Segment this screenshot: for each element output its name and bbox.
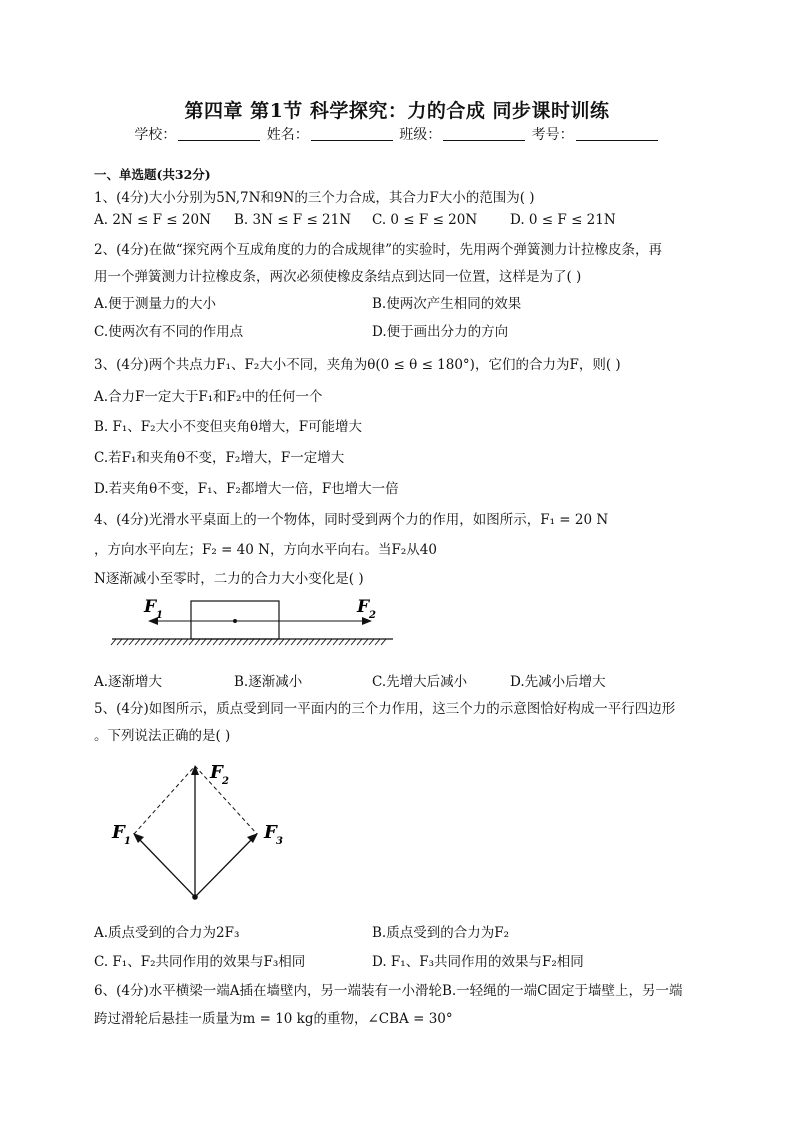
q4-figure: [108, 592, 398, 652]
hatch-mark: [375, 639, 380, 645]
q3-stem: 3、(4分)两个共点力F₁、F₂大小不同，夹角为θ(0 ≤ θ ≤ 180°)，它们的合力为F，则( ): [94, 357, 621, 373]
q5-label-f3: F: [264, 822, 277, 843]
name-label: 姓名：: [266, 127, 309, 143]
hatch-mark: [147, 639, 152, 645]
q1-option-a[interactable]: A. 2N ≤ F ≤ 20N: [94, 212, 211, 228]
hatch-mark: [159, 639, 164, 645]
hatch-mark: [267, 639, 272, 645]
q4-option-b[interactable]: B.逐渐减小: [234, 674, 303, 690]
hatch-mark: [363, 639, 368, 645]
hatch-mark: [321, 639, 326, 645]
hatch-mark: [291, 639, 296, 645]
q2-stem-line2: 用一个弹簧测力计拉橡皮条，两次必须使橡皮条结点到达同一位置，这样是为了( ): [94, 269, 582, 285]
hatch-mark: [237, 639, 242, 645]
hatch-mark: [111, 639, 116, 645]
q5-label-f2-sub: 2: [222, 776, 229, 787]
hatch-mark: [117, 639, 122, 645]
hatch-mark: [285, 639, 290, 645]
q1-option-b[interactable]: B. 3N ≤ F ≤ 21N: [234, 212, 352, 228]
q4-label-f1: F: [144, 597, 157, 617]
hatch-mark: [141, 639, 146, 645]
hatch-mark: [183, 639, 188, 645]
hatch-mark: [153, 639, 158, 645]
q5-option-c[interactable]: C. F₁、F₂共同作用的效果与F₃相同: [94, 954, 306, 970]
section-title: 一、单选题(共32分): [94, 167, 211, 182]
hatch-mark: [135, 639, 140, 645]
hatch-mark: [381, 639, 386, 645]
school-field[interactable]: [178, 126, 260, 141]
q2-stem-line1: 2、(4分)在做“探究两个互成角度的力的合成规律”的实验时，先用两个弹簧测力计拉橡皮条，再: [94, 242, 663, 258]
q3-option-a[interactable]: A.合力F一定大于F₁和F₂中的任何一个: [94, 389, 323, 405]
hatch-mark: [219, 639, 224, 645]
q2-option-a[interactable]: A.便于测量力的大小: [94, 296, 217, 312]
q3-option-c[interactable]: C.若F₁和夹角θ不变，F₂增大，F一定增大: [94, 450, 345, 466]
hatch-mark: [327, 639, 332, 645]
q2-option-c[interactable]: C.使两次有不同的作用点: [94, 324, 244, 340]
q4-stem-line2: ，方向水平向左；F₂ = 40 N，方向水平向右。当F₂从40: [94, 542, 437, 558]
hatch-mark: [201, 639, 206, 645]
hatch-mark: [189, 639, 194, 645]
hatch-mark: [303, 639, 308, 645]
hatch-mark: [309, 639, 314, 645]
hatch-mark: [123, 639, 128, 645]
hatch-mark: [243, 639, 248, 645]
q5-f2-arrowhead: [191, 765, 199, 775]
q5-stem-line2: 。下列说法正确的是( ): [94, 728, 231, 744]
hatch-mark: [255, 639, 260, 645]
hatch-mark: [333, 639, 338, 645]
student-info-row: [0, 124, 794, 144]
hatch-mark: [357, 639, 362, 645]
q5-f1-arrowhead: [133, 833, 144, 843]
q4-label-f2: F: [357, 597, 370, 617]
q4-option-a[interactable]: A.逐渐增大: [94, 674, 163, 690]
q1-option-d[interactable]: D. 0 ≤ F ≤ 21N: [510, 212, 616, 228]
class-field[interactable]: [443, 126, 525, 141]
q5-label-f2: F: [210, 762, 223, 783]
hatch-mark: [339, 639, 344, 645]
school-label: 学校：: [134, 127, 177, 143]
q2-option-d[interactable]: D.便于画出分力的方向: [372, 324, 509, 340]
q1-stem: 1、(4分)大小分别为5N,7N和9N的三个力合成，其合力F大小的范围为( ): [94, 190, 535, 206]
q6-stem-line2: 跨过滑轮后悬挂一质量为m = 10 kg的重物，∠CBA = 30°: [94, 1011, 453, 1027]
class-label: 班级：: [399, 127, 442, 143]
hatch-mark: [171, 639, 176, 645]
q5-point: [192, 894, 198, 900]
page-title: 第四章 第1节 科学探究：力的合成 同步课时训练: [184, 100, 610, 122]
hatch-mark: [345, 639, 350, 645]
name-field[interactable]: [311, 126, 393, 141]
hatch-mark: [129, 639, 134, 645]
q4-ground-hatch: [111, 639, 386, 645]
q2-option-b[interactable]: B.使两次产生相同的效果: [372, 296, 522, 312]
hatch-mark: [315, 639, 320, 645]
hatch-mark: [207, 639, 212, 645]
q5-label-f1: F: [112, 822, 125, 843]
q4-stem-line3: N逐渐减小至零时，二力的合力大小变化是( ): [94, 571, 364, 587]
q5-f1-arrow: [138, 838, 195, 897]
q3-option-d[interactable]: D.若夹角θ不变，F₁、F₂都增大一倍，F也增大一倍: [94, 481, 399, 497]
q5-figure: [106, 752, 306, 902]
q5-dashed-left: [134, 766, 195, 834]
q5-option-b[interactable]: B.质点受到的合力为F₂: [372, 925, 509, 941]
hatch-mark: [279, 639, 284, 645]
q3-option-b[interactable]: B. F₁、F₂大小不变但夹角θ增大，F可能增大: [94, 419, 363, 435]
q4-label-f2-sub: 2: [369, 610, 376, 621]
hatch-mark: [195, 639, 200, 645]
number-field[interactable]: [576, 126, 658, 141]
hatch-mark: [273, 639, 278, 645]
q5-option-a[interactable]: A.质点受到的合力为2F₃: [94, 925, 240, 941]
q4-option-d[interactable]: D.先减小后增大: [510, 674, 606, 690]
hatch-mark: [261, 639, 266, 645]
q4-option-c[interactable]: C.先增大后减小: [372, 674, 468, 690]
hatch-mark: [231, 639, 236, 645]
hatch-mark: [177, 639, 182, 645]
q4-stem-line1: 4、(4分)光滑水平桌面上的一个物体，同时受到两个力的作用，如图所示，F₁ = 20 N: [94, 512, 609, 528]
hatch-mark: [213, 639, 218, 645]
q5-stem-line1: 5、(4分)如图所示，质点受到同一平面内的三个力作用，这三个力的示意图恰好构成一平行四边形: [94, 701, 676, 717]
q4-label-f1-sub: 1: [156, 610, 163, 621]
hatch-mark: [225, 639, 230, 645]
hatch-mark: [249, 639, 254, 645]
q6-stem-line1: 6、(4分)水平横梁一端A插在墙壁内，另一端装有一小滑轮B.一轻绳的一端C固定于墙壁上，另一端: [94, 983, 683, 999]
number-label: 考号：: [531, 127, 574, 143]
q5-label-f1-sub: 1: [124, 836, 131, 847]
hatch-mark: [165, 639, 170, 645]
hatch-mark: [351, 639, 356, 645]
q5-label-f3-sub: 3: [276, 836, 283, 847]
q5-option-d[interactable]: D. F₁、F₃共同作用的效果与F₂相同: [372, 954, 584, 970]
hatch-mark: [369, 639, 374, 645]
q1-option-c[interactable]: C. 0 ≤ F ≤ 20N: [372, 212, 478, 228]
hatch-mark: [297, 639, 302, 645]
q5-f3-arrow: [195, 838, 253, 897]
